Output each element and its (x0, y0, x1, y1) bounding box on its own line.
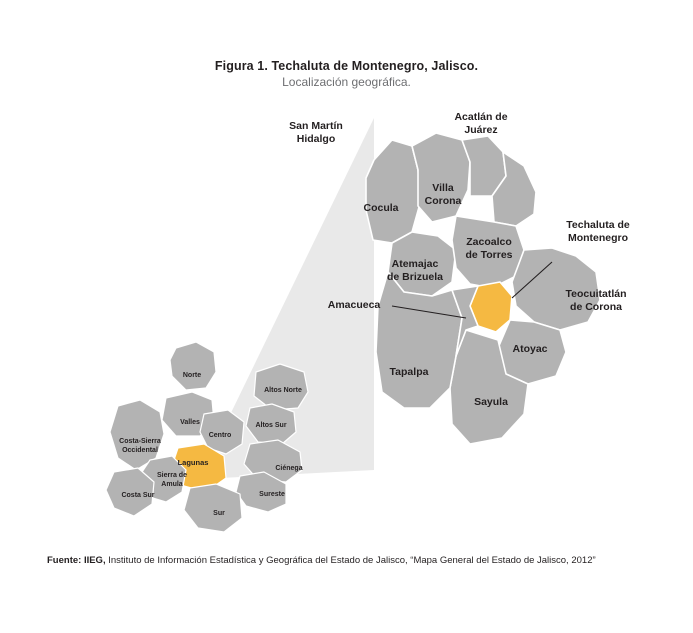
label-zacoalco-de-torres-line2: de Torres (465, 249, 513, 261)
label-region-valles: Valles (180, 419, 200, 426)
figure-source-prefix: Fuente: IIEG, (47, 555, 106, 566)
label-zacoalco-de-torres-line1: Zacoalco (466, 236, 512, 248)
label-san-martin-hidalgo-line1: San Martín (289, 120, 343, 132)
label-tapalpa: Tapalpa (389, 366, 429, 378)
label-amacueca: Amacueca (327, 299, 381, 311)
municipality-villa-corona[interactable] (412, 133, 470, 222)
label-cocula: Cocula (363, 202, 399, 214)
label-atemajac-de-brizuela-line2: de Brizuela (386, 271, 444, 283)
figure-source-text: Instituto de Información Estadística y Geográfica del Estado de Jalisco, “Mapa General del Estado de Jalisco, 2012” (105, 555, 596, 566)
label-region-sierra-de-amula-line1: Sierra de (157, 472, 187, 479)
municipality-cocula[interactable] (366, 140, 421, 243)
label-san-martin-hidalgo-line2: Hidalgo (296, 133, 336, 145)
label-sayula: Sayula (474, 396, 508, 408)
label-region-costa-sierra-occidental-line1: Costa-Sierra (119, 438, 161, 445)
region-norte[interactable] (170, 342, 216, 390)
label-region-sureste: Sureste (259, 491, 285, 498)
label-region-costa-sur: Costa Sur (121, 492, 155, 499)
label-region-norte: Norte (182, 372, 202, 379)
figure-title: Figura 1. Techaluta de Montenegro, Jalisco. (214, 59, 479, 73)
region-sur[interactable] (184, 484, 242, 532)
label-region-centro: Centro (208, 432, 232, 439)
label-teocuitatlan-de-corona-line1: Teocuitatlán (565, 288, 627, 300)
label-techaluta-de-montenegro-line2: Montenegro (567, 232, 629, 244)
label-region-cienega: Ciénega (275, 465, 303, 472)
label-acatlan-de-juarez-line1: Acatlán de (454, 111, 508, 123)
label-villa-corona-line1: Villa (432, 182, 454, 194)
label-atemajac-de-brizuela-line1: Atemajac (391, 258, 439, 270)
label-region-altos-norte: Altos Norte (264, 387, 302, 394)
label-villa-corona-line2: Corona (424, 195, 462, 207)
label-atoyac: Atoyac (512, 343, 548, 355)
label-techaluta-de-montenegro-line1: Techaluta de (566, 219, 630, 231)
label-region-costa-sierra-occidental-line2: Occidental (122, 447, 158, 454)
figure-source (47, 554, 667, 567)
label-region-sierra-de-amula-line2: Amula (161, 481, 183, 488)
label-region-altos-sur: Altos Sur (255, 422, 287, 429)
label-teocuitatlan-de-corona-line2: de Corona (570, 301, 622, 313)
figure-subtitle: Localización geográfica. (282, 75, 411, 89)
label-region-lagunas: Lagunas (177, 458, 209, 467)
label-acatlan-de-juarez-line2: Juárez (464, 124, 498, 136)
state-inset-map-group (106, 342, 308, 532)
label-region-sur: Sur (213, 510, 225, 517)
